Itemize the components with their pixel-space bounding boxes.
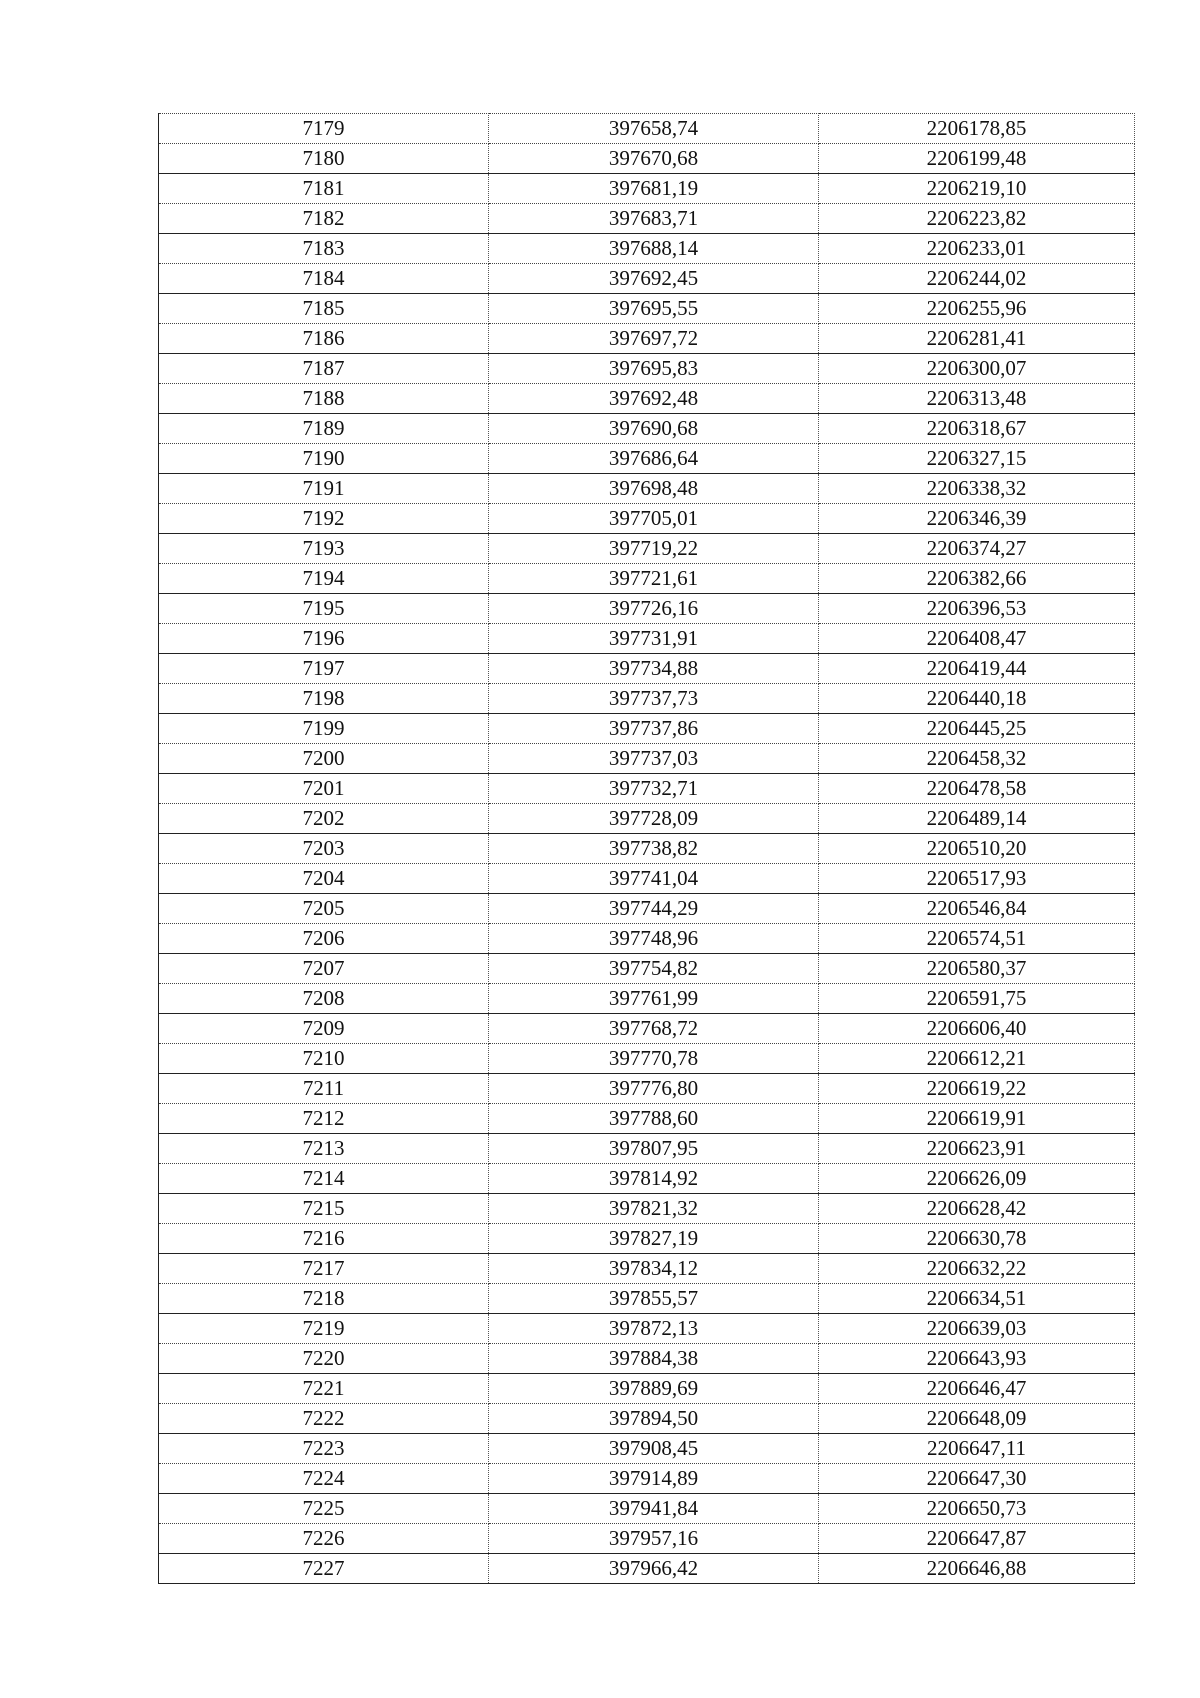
y-coordinate-cell: 2206408,47: [819, 624, 1135, 654]
point-number-cell: 7193: [159, 534, 489, 564]
point-number-cell: 7222: [159, 1404, 489, 1434]
table-row: [159, 744, 1135, 774]
table-row: [159, 474, 1135, 504]
point-number-cell: 7209: [159, 1014, 489, 1044]
table-row: [159, 1284, 1135, 1314]
point-number-cell: 7205: [159, 894, 489, 924]
point-number-cell: 7196: [159, 624, 489, 654]
point-number-cell: 7206: [159, 924, 489, 954]
x-coordinate-cell: 397941,84: [489, 1494, 819, 1524]
y-coordinate-cell: 2206647,11: [819, 1434, 1135, 1464]
x-coordinate-cell: 397737,86: [489, 714, 819, 744]
table-row: [159, 1524, 1135, 1554]
y-coordinate-cell: 2206591,75: [819, 984, 1135, 1014]
table-row: [159, 234, 1135, 264]
table-row: [159, 414, 1135, 444]
table-row: [159, 774, 1135, 804]
table-row: [159, 1434, 1135, 1464]
point-number-cell: 7190: [159, 444, 489, 474]
point-number-cell: 7220: [159, 1344, 489, 1374]
y-coordinate-cell: 2206628,42: [819, 1194, 1135, 1224]
y-coordinate-cell: 2206178,85: [819, 114, 1135, 144]
x-coordinate-cell: 397726,16: [489, 594, 819, 624]
table-row: [159, 1134, 1135, 1164]
table-row: [159, 684, 1135, 714]
table-row: [159, 1194, 1135, 1224]
y-coordinate-cell: 2206318,67: [819, 414, 1135, 444]
y-coordinate-cell: 2206643,93: [819, 1344, 1135, 1374]
table-row: [159, 534, 1135, 564]
x-coordinate-cell: 397768,72: [489, 1014, 819, 1044]
point-number-cell: 7212: [159, 1104, 489, 1134]
coordinates-table: [158, 113, 1135, 1584]
x-coordinate-cell: 397690,68: [489, 414, 819, 444]
point-number-cell: 7202: [159, 804, 489, 834]
table-row: [159, 354, 1135, 384]
y-coordinate-cell: 2206374,27: [819, 534, 1135, 564]
x-coordinate-cell: 397692,48: [489, 384, 819, 414]
y-coordinate-cell: 2206233,01: [819, 234, 1135, 264]
x-coordinate-cell: 397721,61: [489, 564, 819, 594]
coordinates-table-body: [159, 114, 1135, 1584]
x-coordinate-cell: 397658,74: [489, 114, 819, 144]
x-coordinate-cell: 397741,04: [489, 864, 819, 894]
x-coordinate-cell: 397686,64: [489, 444, 819, 474]
y-coordinate-cell: 2206606,40: [819, 1014, 1135, 1044]
y-coordinate-cell: 2206199,48: [819, 144, 1135, 174]
point-number-cell: 7195: [159, 594, 489, 624]
point-number-cell: 7184: [159, 264, 489, 294]
x-coordinate-cell: 397734,88: [489, 654, 819, 684]
table-row: [159, 594, 1135, 624]
x-coordinate-cell: 397698,48: [489, 474, 819, 504]
x-coordinate-cell: 397695,83: [489, 354, 819, 384]
x-coordinate-cell: 397827,19: [489, 1224, 819, 1254]
y-coordinate-cell: 2206650,73: [819, 1494, 1135, 1524]
x-coordinate-cell: 397776,80: [489, 1074, 819, 1104]
y-coordinate-cell: 2206255,96: [819, 294, 1135, 324]
y-coordinate-cell: 2206546,84: [819, 894, 1135, 924]
y-coordinate-cell: 2206517,93: [819, 864, 1135, 894]
table-row: [159, 324, 1135, 354]
y-coordinate-cell: 2206647,87: [819, 1524, 1135, 1554]
table-row: [159, 1464, 1135, 1494]
x-coordinate-cell: 397737,03: [489, 744, 819, 774]
y-coordinate-cell: 2206478,58: [819, 774, 1135, 804]
point-number-cell: 7204: [159, 864, 489, 894]
table-row: [159, 204, 1135, 234]
y-coordinate-cell: 2206346,39: [819, 504, 1135, 534]
y-coordinate-cell: 2206632,22: [819, 1254, 1135, 1284]
y-coordinate-cell: 2206489,14: [819, 804, 1135, 834]
table-row: [159, 1014, 1135, 1044]
point-number-cell: 7225: [159, 1494, 489, 1524]
point-number-cell: 7194: [159, 564, 489, 594]
y-coordinate-cell: 2206223,82: [819, 204, 1135, 234]
y-coordinate-cell: 2206646,88: [819, 1554, 1135, 1584]
table-row: [159, 1074, 1135, 1104]
table-row: [159, 894, 1135, 924]
point-number-cell: 7224: [159, 1464, 489, 1494]
point-number-cell: 7221: [159, 1374, 489, 1404]
point-number-cell: 7219: [159, 1314, 489, 1344]
y-coordinate-cell: 2206219,10: [819, 174, 1135, 204]
table-row: [159, 1164, 1135, 1194]
table-row: [159, 294, 1135, 324]
x-coordinate-cell: 397814,92: [489, 1164, 819, 1194]
table-row: [159, 174, 1135, 204]
point-number-cell: 7188: [159, 384, 489, 414]
x-coordinate-cell: 397855,57: [489, 1284, 819, 1314]
x-coordinate-cell: 397697,72: [489, 324, 819, 354]
x-coordinate-cell: 397894,50: [489, 1404, 819, 1434]
table-row: [159, 564, 1135, 594]
table-row: [159, 144, 1135, 174]
x-coordinate-cell: 397770,78: [489, 1044, 819, 1074]
y-coordinate-cell: 2206574,51: [819, 924, 1135, 954]
point-number-cell: 7213: [159, 1134, 489, 1164]
x-coordinate-cell: 397670,68: [489, 144, 819, 174]
table-row: [159, 1494, 1135, 1524]
point-number-cell: 7223: [159, 1434, 489, 1464]
y-coordinate-cell: 2206648,09: [819, 1404, 1135, 1434]
point-number-cell: 7186: [159, 324, 489, 354]
table-row: [159, 864, 1135, 894]
x-coordinate-cell: 397748,96: [489, 924, 819, 954]
point-number-cell: 7192: [159, 504, 489, 534]
x-coordinate-cell: 397754,82: [489, 954, 819, 984]
table-row: [159, 714, 1135, 744]
point-number-cell: 7203: [159, 834, 489, 864]
point-number-cell: 7227: [159, 1554, 489, 1584]
point-number-cell: 7199: [159, 714, 489, 744]
point-number-cell: 7189: [159, 414, 489, 444]
x-coordinate-cell: 397728,09: [489, 804, 819, 834]
point-number-cell: 7207: [159, 954, 489, 984]
y-coordinate-cell: 2206300,07: [819, 354, 1135, 384]
point-number-cell: 7181: [159, 174, 489, 204]
point-number-cell: 7211: [159, 1074, 489, 1104]
point-number-cell: 7191: [159, 474, 489, 504]
y-coordinate-cell: 2206458,32: [819, 744, 1135, 774]
y-coordinate-cell: 2206281,41: [819, 324, 1135, 354]
y-coordinate-cell: 2206639,03: [819, 1314, 1135, 1344]
point-number-cell: 7185: [159, 294, 489, 324]
x-coordinate-cell: 397957,16: [489, 1524, 819, 1554]
x-coordinate-cell: 397788,60: [489, 1104, 819, 1134]
point-number-cell: 7201: [159, 774, 489, 804]
point-number-cell: 7197: [159, 654, 489, 684]
x-coordinate-cell: 397695,55: [489, 294, 819, 324]
table-row: [159, 624, 1135, 654]
table-row: [159, 924, 1135, 954]
table-row: [159, 654, 1135, 684]
table-row: [159, 834, 1135, 864]
x-coordinate-cell: 397719,22: [489, 534, 819, 564]
y-coordinate-cell: 2206619,91: [819, 1104, 1135, 1134]
y-coordinate-cell: 2206396,53: [819, 594, 1135, 624]
y-coordinate-cell: 2206445,25: [819, 714, 1135, 744]
y-coordinate-cell: 2206580,37: [819, 954, 1135, 984]
y-coordinate-cell: 2206313,48: [819, 384, 1135, 414]
x-coordinate-cell: 397744,29: [489, 894, 819, 924]
x-coordinate-cell: 397821,32: [489, 1194, 819, 1224]
table-row: [159, 264, 1135, 294]
table-row: [159, 1314, 1135, 1344]
point-number-cell: 7215: [159, 1194, 489, 1224]
x-coordinate-cell: 397872,13: [489, 1314, 819, 1344]
y-coordinate-cell: 2206634,51: [819, 1284, 1135, 1314]
x-coordinate-cell: 397683,71: [489, 204, 819, 234]
x-coordinate-cell: 397705,01: [489, 504, 819, 534]
table-row: [159, 984, 1135, 1014]
x-coordinate-cell: 397908,45: [489, 1434, 819, 1464]
table-row: [159, 1374, 1135, 1404]
y-coordinate-cell: 2206623,91: [819, 1134, 1135, 1164]
point-number-cell: 7180: [159, 144, 489, 174]
table-row: [159, 1554, 1135, 1584]
x-coordinate-cell: 397966,42: [489, 1554, 819, 1584]
table-row: [159, 804, 1135, 834]
point-number-cell: 7200: [159, 744, 489, 774]
y-coordinate-cell: 2206646,47: [819, 1374, 1135, 1404]
point-number-cell: 7182: [159, 204, 489, 234]
point-number-cell: 7214: [159, 1164, 489, 1194]
point-number-cell: 7216: [159, 1224, 489, 1254]
x-coordinate-cell: 397761,99: [489, 984, 819, 1014]
y-coordinate-cell: 2206647,30: [819, 1464, 1135, 1494]
x-coordinate-cell: 397737,73: [489, 684, 819, 714]
point-number-cell: 7187: [159, 354, 489, 384]
table-row: [159, 1404, 1135, 1434]
y-coordinate-cell: 2206510,20: [819, 834, 1135, 864]
point-number-cell: 7208: [159, 984, 489, 1014]
table-row: [159, 384, 1135, 414]
y-coordinate-cell: 2206612,21: [819, 1044, 1135, 1074]
point-number-cell: 7218: [159, 1284, 489, 1314]
table-row: [159, 444, 1135, 474]
y-coordinate-cell: 2206338,32: [819, 474, 1135, 504]
y-coordinate-cell: 2206382,66: [819, 564, 1135, 594]
x-coordinate-cell: 397738,82: [489, 834, 819, 864]
table-row: [159, 1044, 1135, 1074]
x-coordinate-cell: 397692,45: [489, 264, 819, 294]
table-row: [159, 504, 1135, 534]
point-number-cell: 7210: [159, 1044, 489, 1074]
y-coordinate-cell: 2206440,18: [819, 684, 1135, 714]
x-coordinate-cell: 397914,89: [489, 1464, 819, 1494]
y-coordinate-cell: 2206619,22: [819, 1074, 1135, 1104]
y-coordinate-cell: 2206630,78: [819, 1224, 1135, 1254]
x-coordinate-cell: 397889,69: [489, 1374, 819, 1404]
y-coordinate-cell: 2206244,02: [819, 264, 1135, 294]
point-number-cell: 7226: [159, 1524, 489, 1554]
x-coordinate-cell: 397731,91: [489, 624, 819, 654]
table-row: [159, 1224, 1135, 1254]
y-coordinate-cell: 2206626,09: [819, 1164, 1135, 1194]
x-coordinate-cell: 397681,19: [489, 174, 819, 204]
point-number-cell: 7183: [159, 234, 489, 264]
y-coordinate-cell: 2206419,44: [819, 654, 1135, 684]
x-coordinate-cell: 397834,12: [489, 1254, 819, 1284]
table-row: [159, 114, 1135, 144]
point-number-cell: 7198: [159, 684, 489, 714]
x-coordinate-cell: 397688,14: [489, 234, 819, 264]
x-coordinate-cell: 397732,71: [489, 774, 819, 804]
table-row: [159, 1104, 1135, 1134]
point-number-cell: 7179: [159, 114, 489, 144]
table-row: [159, 954, 1135, 984]
table-row: [159, 1254, 1135, 1284]
table-row: [159, 1344, 1135, 1374]
y-coordinate-cell: 2206327,15: [819, 444, 1135, 474]
x-coordinate-cell: 397884,38: [489, 1344, 819, 1374]
point-number-cell: 7217: [159, 1254, 489, 1284]
x-coordinate-cell: 397807,95: [489, 1134, 819, 1164]
